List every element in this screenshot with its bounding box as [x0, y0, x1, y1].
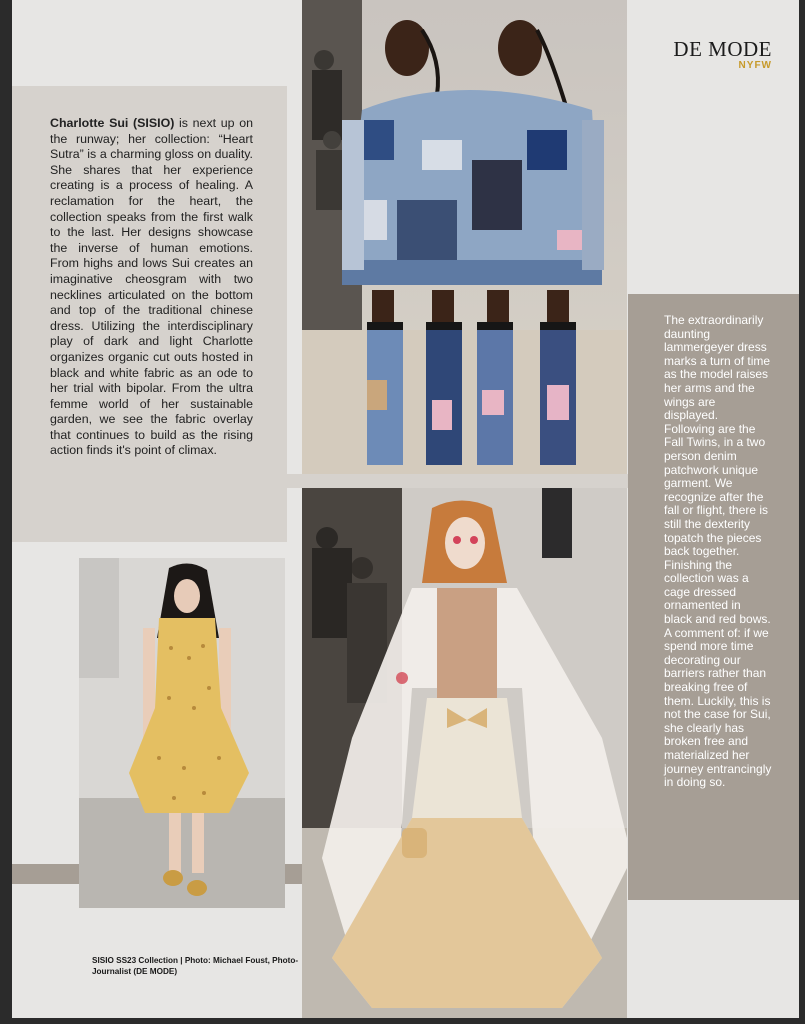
photo-yellow-dress [79, 558, 285, 908]
magazine-page [12, 0, 799, 1018]
photo-white-cape [302, 488, 627, 1018]
designer-name: Charlotte Sui (SISIO) [50, 116, 175, 130]
brand-sub: NYFW [738, 60, 772, 71]
decor-strip [12, 474, 637, 488]
brand-name: DE MODE [673, 37, 772, 61]
brand-logo [660, 38, 772, 71]
photo-caption: SISIO SS23 Collection | Photo: Michael Foust, Photo-Journalist (DE MODE) [92, 956, 299, 976]
photo-twins-denim [302, 0, 627, 474]
article-main-text: is next up on the runway; her collection: “Heart Sutra” is a charming gloss on duality. She shares that her experience creating is a process of healing. A reclamation for the heart, the collection speaks from the first walk to the last. Her designs showcase the inverse of human emotions. From highs and lows Sui creates an imaginative cheosgram with two necklines articulated on the bottom and top of the traditional chinese dress. Utilizing the interdisciplinary play of dark and light Charlotte organizes organic cut outs hosted in black and white fabric as an ode to her trial with bipolar. From the ultra femme world of her sustainable garden, we see the fabric overlay that continues to build as the rising action finds it's point of climax. [50, 116, 254, 458]
article-side-text: The extraordinarily daunting lammergeyer dress marks a turn of time as the model raises her arms and the wings are displayed. Following are the Fall Twins, in a two person denim patchwork unique garment. We recognize after the fall or flight, there is still the dexterity topatch the pieces back together. Finishing the collection was a cage dressed ornamented in black and red bows. A comment of: if we spend more time decorating our barriers rather than breaking free of them. Luckily, this is not the case for Sui, she clearly has broken free and materialized her journey entrancingly in doing so. [664, 313, 772, 790]
article-body [50, 116, 253, 459]
